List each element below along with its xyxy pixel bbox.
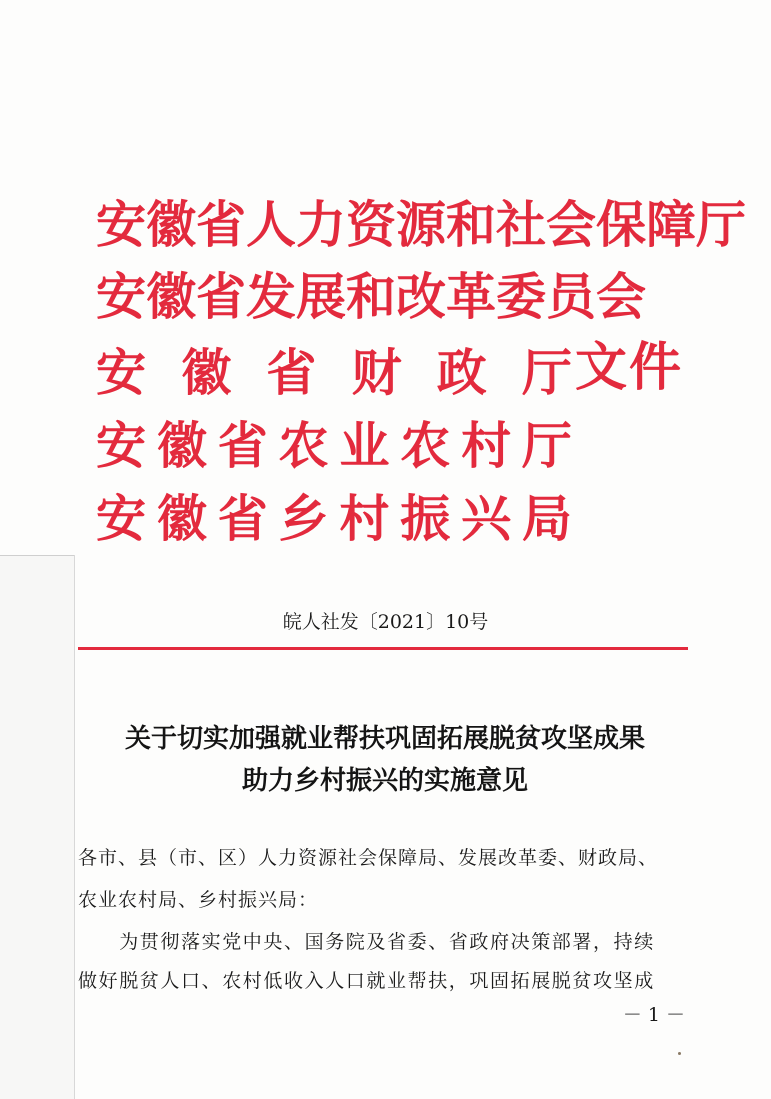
issuer-char: 徽 xyxy=(156,416,207,475)
document-title-line-1: 关于切实加强就业帮扶巩固拓展脱贫攻坚成果 xyxy=(124,724,645,754)
issuer-char: 省 xyxy=(217,416,268,475)
issuer-char: 展 xyxy=(296,267,346,326)
issuer-char: 兴 xyxy=(461,489,512,548)
scan-edge-shadow xyxy=(0,555,75,1099)
issuer-char: 农 xyxy=(400,416,451,475)
issuer-char: 安 xyxy=(96,489,146,548)
issuer-char: 徽 xyxy=(181,343,232,402)
issuer-char: 徽 xyxy=(146,267,196,326)
issuer-char: 业 xyxy=(339,416,390,475)
issuer-char: 徽 xyxy=(146,195,196,254)
scan-edge-line xyxy=(0,555,74,556)
issuer-char: 资 xyxy=(346,195,396,254)
issuer-char: 厅 xyxy=(521,343,572,402)
issuer-char: 障 xyxy=(646,195,696,254)
issuer-char: 力 xyxy=(296,195,346,254)
scan-speck xyxy=(678,1052,681,1055)
issuer-char: 财 xyxy=(351,343,402,402)
issuer-char: 社 xyxy=(496,195,546,254)
issuer-char: 会 xyxy=(546,195,596,254)
document-number: 皖人社发〔2021〕10号 xyxy=(282,611,489,633)
issuer-rural-revitalization xyxy=(96,489,572,549)
issuer-char: 村 xyxy=(339,489,390,548)
issuer-char: 村 xyxy=(461,416,512,475)
issuer-char: 农 xyxy=(278,416,329,475)
document-word: 文件 xyxy=(575,337,684,398)
issuer-char: 省 xyxy=(196,267,246,326)
addressee-line-1: 各市、县（市、区）人力资源社会保障局、发展改革委、财政局、 xyxy=(78,847,659,869)
issuer-ndrc xyxy=(96,267,646,327)
issuer-char: 安 xyxy=(96,416,146,475)
issuer-hrss xyxy=(96,195,746,255)
issuer-char: 人 xyxy=(246,195,296,254)
body-paragraph-line-1: 为贯彻落实党中央、国务院及省委、省政府决策部署，持续 xyxy=(78,931,655,953)
issuer-char: 源 xyxy=(396,195,446,254)
issuer-char: 改 xyxy=(396,267,446,326)
issuer-char: 发 xyxy=(246,267,296,326)
body-paragraph-line-2: 做好脱贫人口、农村低收入人口就业帮扶，巩固拓展脱贫攻坚成 xyxy=(78,970,655,992)
issuer-char: 省 xyxy=(217,489,268,548)
issuer-char: 员 xyxy=(546,267,596,326)
issuer-char: 振 xyxy=(400,489,451,548)
issuer-char: 局 xyxy=(521,489,572,548)
issuer-char: 安 xyxy=(96,343,146,402)
issuer-char: 政 xyxy=(436,343,487,402)
issuer-char: 委 xyxy=(496,267,546,326)
issuer-agriculture xyxy=(96,416,572,476)
issuer-finance xyxy=(96,343,572,403)
issuer-char: 省 xyxy=(266,343,317,402)
issuer-char: 安 xyxy=(96,195,146,254)
addressee-line-2: 农业农村局、乡村振兴局： xyxy=(78,889,319,911)
issuer-char: 和 xyxy=(346,267,396,326)
issuer-char: 省 xyxy=(196,195,246,254)
issuer-char: 徽 xyxy=(156,489,207,548)
issuer-char: 厅 xyxy=(696,195,746,254)
issuer-char: 乡 xyxy=(278,489,329,548)
issuer-char: 厅 xyxy=(521,416,572,475)
red-separator-line xyxy=(78,647,688,650)
issuer-char: 会 xyxy=(596,267,646,326)
issuer-char: 和 xyxy=(446,195,496,254)
issuer-char: 保 xyxy=(596,195,646,254)
issuer-char: 安 xyxy=(96,267,146,326)
document-title-line-2: 助力乡村振兴的实施意见 xyxy=(241,766,528,796)
issuer-char: 革 xyxy=(446,267,496,326)
page-number: － 1 － xyxy=(622,1004,685,1026)
